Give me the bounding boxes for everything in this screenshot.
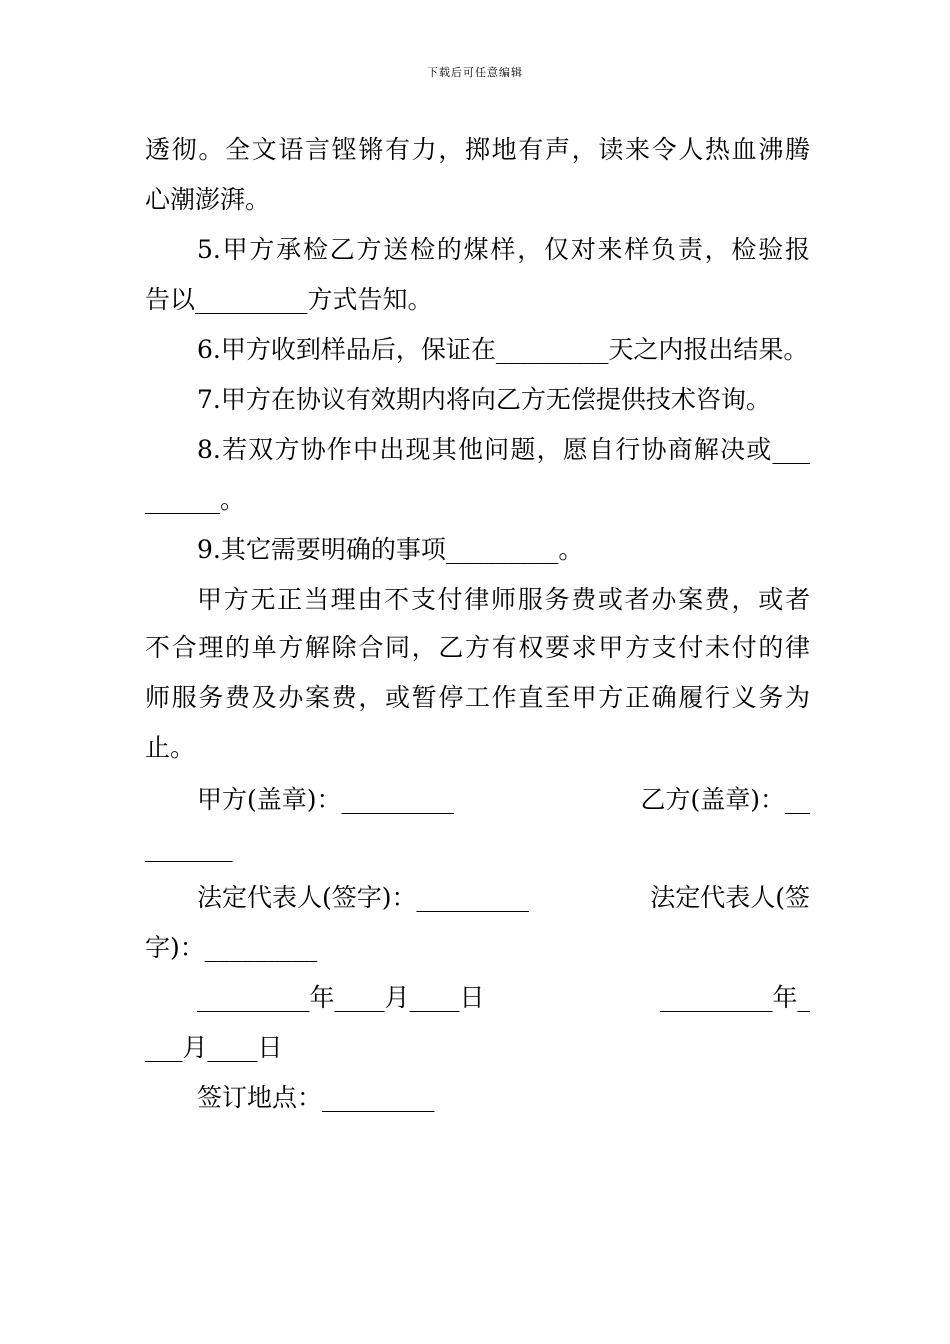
signature-row (197, 785, 810, 815)
signing-place: 签订地点：_________ (197, 1083, 435, 1112)
clause-5: 5.甲方承检乙方送检的煤样，仅对来样负责，检验报 (197, 235, 810, 264)
text-line: ______。 (145, 485, 246, 514)
text-line: 告以_________方式告知。 (145, 285, 433, 314)
clause-7: 7.甲方在协议有效期内将向乙方无偿提供技术咨询。 (197, 385, 771, 414)
text-line: 透彻。全文语言铿锵有力，掷地有声，读来令人热血沸腾 (145, 135, 810, 164)
date-row (197, 983, 810, 1013)
paragraph-line: 甲方无正当理由不支付律师服务费或者办案费，或者 (197, 585, 810, 614)
paragraph-line: 不合理的单方解除合同，乙方有权要求甲方支付未付的律 (145, 633, 810, 662)
text-line: 字)：_________ (145, 933, 318, 962)
text-line: _______ (145, 833, 233, 862)
clause-8: 8.若双方协作中出现其他问题，愿自行协商解决或___ (197, 435, 810, 464)
text-line: 心潮澎湃。 (145, 185, 271, 214)
signature-row (197, 883, 810, 913)
text-line: ___月____日 (145, 1033, 283, 1062)
party-a-date: _________年____月____日 (197, 983, 485, 1012)
clause-6: 6.甲方收到样品后，保证在_________天之内报出结果。 (197, 335, 809, 364)
party-a-representative: 法定代表人(签字)：_________ (197, 883, 530, 912)
party-b-seal: 乙方(盖章)：__ (640, 785, 810, 814)
party-b-date: _________年_ (659, 983, 810, 1012)
paragraph-line: 师服务费及办案费，或暂停工作直至甲方正确履行义务为 (145, 683, 810, 712)
party-a-seal: 甲方(盖章)：_________ (197, 785, 455, 814)
clause-9: 9.其它需要明确的事项_________。 (197, 535, 584, 564)
party-b-representative: 法定代表人(签 (650, 883, 810, 912)
page-header: 下载后可任意编辑 (427, 66, 523, 79)
paragraph-line: 止。 (145, 733, 196, 762)
